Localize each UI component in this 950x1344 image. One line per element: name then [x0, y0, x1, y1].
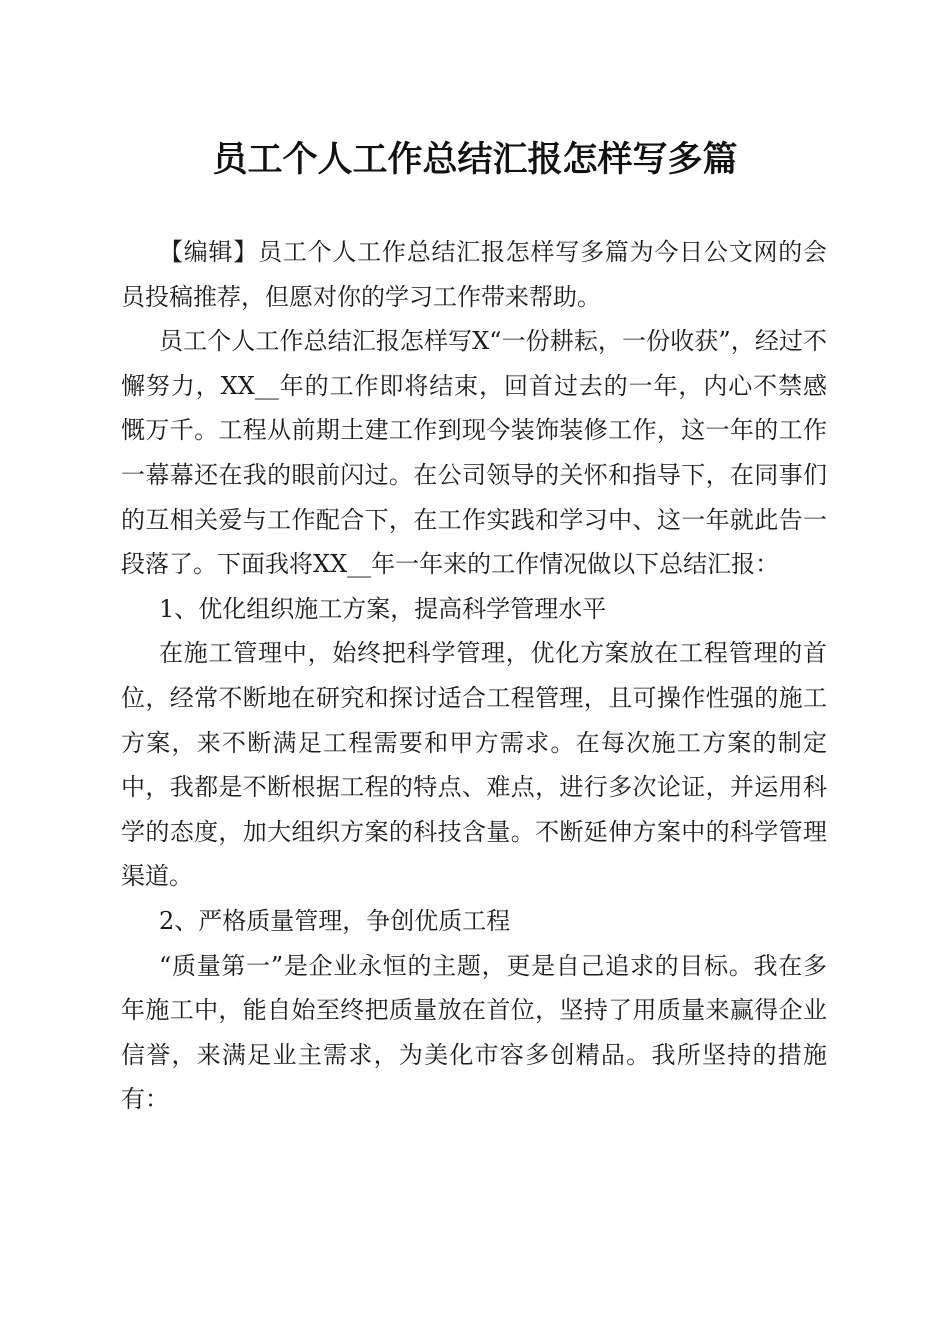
document-title: 员工个人工作总结汇报怎样写多篇 — [212, 139, 738, 180]
paragraph-intro: 【编辑】员工个人工作总结汇报怎样写多篇为今日公文网的会员投稿推荐，但愿对你的学习工作带来帮助。 — [121, 238, 827, 311]
section-heading-1: 1、优化组织施工方案，提高科学管理水平 — [159, 594, 607, 623]
section-heading-2: 2、严格质量管理，争创优质工程 — [159, 906, 511, 935]
paragraph-section-2: “质量第一”是企业永恒的主题，更是自己追求的目标。我在多年施工中，能自始至终把质量放在首位，坚持了用质量来赢得企业信誉，来满足业主需求，为美化市容多创精品。我所坚持的措施有： — [121, 951, 827, 1114]
paragraph-overview: 员工个人工作总结汇报怎样写X“一份耕耘，一份收获”，经过不懈努力，XX__年的工作即将结束，回首过去的一年，内心不禁感慨万千。工程从前期土建工作到现今装饰装修工作，这一年的工作一幕幕还在我的眼前闪过。在公司领导的关怀和指导下，在同事们的互相关爱与工作配合下，在工作实践和学习中、这一年就此告一段落了。下面我将XX__年一年来的工作情况做以下总结汇报： — [121, 327, 827, 579]
paragraph-section-1: 在施工管理中，始终把科学管理，优化方案放在工程管理的首位，经常不断地在研究和探讨适合工程管理，且可操作性强的施工方案，来不断满足工程需要和甲方需求。在每次施工方案的制定中，我都是不断根据工程的特点、难点，进行多次论证，并运用科学的态度，加大组织方案的科技含量。不断延伸方案中的科学管理渠道。 — [121, 639, 827, 891]
document-body — [121, 230, 827, 1122]
